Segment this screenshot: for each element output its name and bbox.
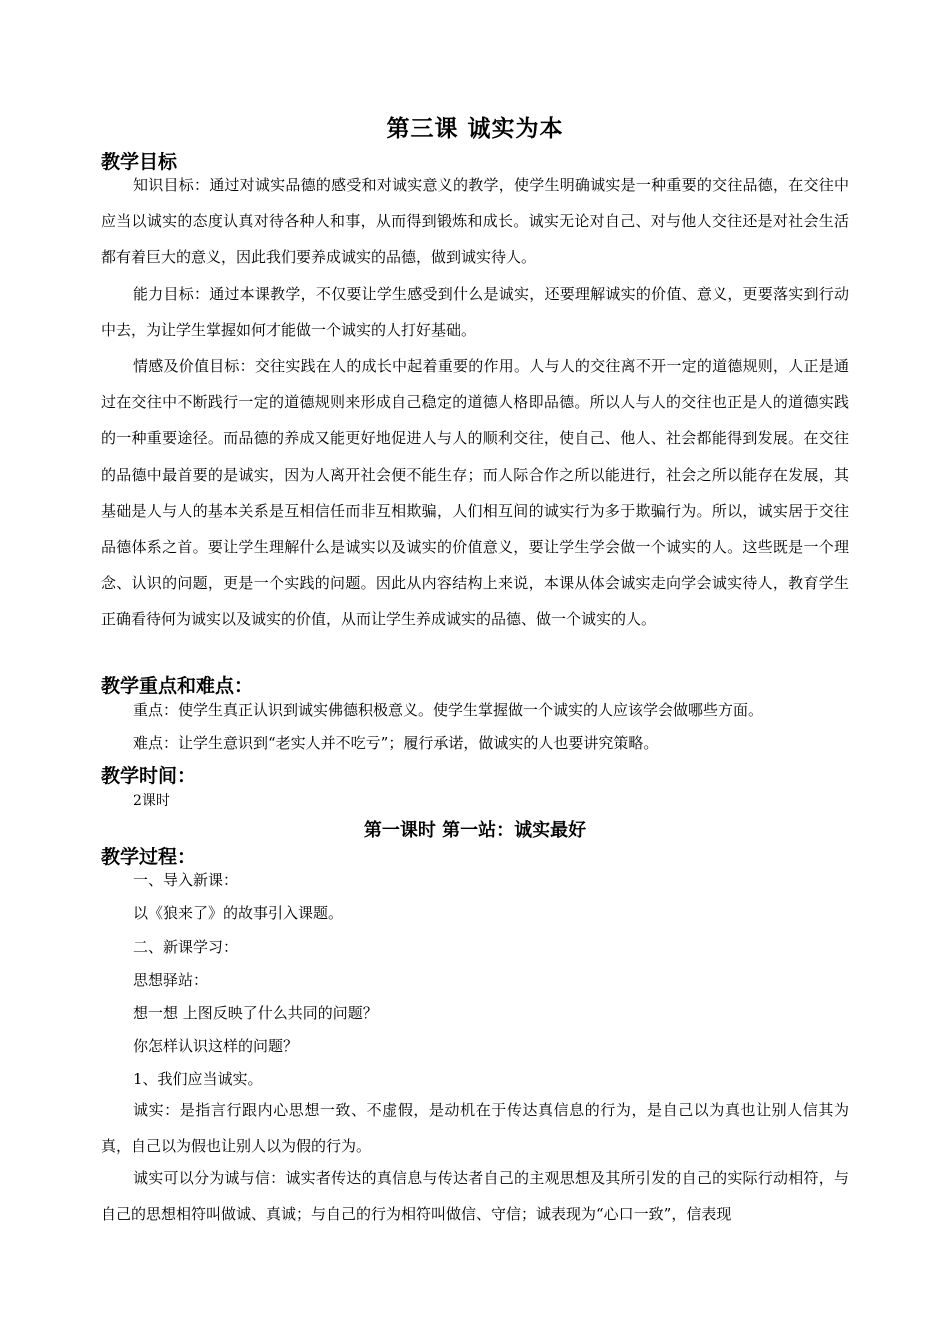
paragraph-honesty-definition: 诚实：是指言行跟内心思想一致、不虚假，是动机在于传达真信息的行为，是自己以为真也让别人信其为真，自己以为假也让别人以为假的行为。 [101,1101,849,1156]
paragraph-emotion-goal: 情感及价值目标：交往实践在人的成长中起着重要的作用。人与人的交往离不开一定的道德规则，人正是通过在交往中不断践行一定的道德规则来形成自己稳定的道德人格即品德。所以人与人的交往也正是人的道德实践的一种重要途径。而品德的养成又能更好地促进人与人的顺利交往，使自己、他人、社会都能得到发展。在交往的品德中最首要的是诚实，因为人离开社会便不能生存；而人际合作之所以能进行，社会之所以能存在发展，其基础是人与人的基本关系是互相信任而非互相欺骗，人们相互间的诚实行为多于欺骗行为。所以，诚实居于交往品德体系之首。要让学生理解什么是诚实以及诚实的价值意义，要让学生学会做一个诚实的人。这些既是一个理念、认识的问题，更是一个实践的问题。因此从内容结构上来说，本课从体会诚实走向学会诚实待人，教育学生正确看待何为诚实以及诚实的价值，从而让学生养成诚实的品德、做一个诚实的人。 [101,357,849,629]
how-question: 你怎样认识这样的问题？ [133,1037,299,1055]
heading-key-points: 教学重点和难点： [101,675,254,697]
heading-teaching-goals: 教学目标 [101,151,178,173]
heading-teaching-time: 教学时间： [101,765,197,787]
key-point-text: 重点：使学生真正认识到诚实佛德积极意义。使学生掌握做一个诚实的人应该学会做哪些方面。 [133,701,764,719]
teaching-time-value: 2课时 [133,793,170,809]
lesson-subtitle: 第一课时 第一站：诚实最好 [363,820,587,841]
step-introduction-text: 以《狼来了》的故事引入课题。 [133,904,344,922]
step-introduction: 一、导入新课： [133,871,239,889]
difficult-point-text: 难点：让学生意识到“老实人并不吃亏”；履行承诺，做诚实的人也要讲究策略。 [133,734,659,752]
think-question: 想一想 上图反映了什么共同的问题？ [133,1004,378,1022]
heading-teaching-process: 教学过程： [101,846,197,868]
point-be-honest: 1、我们应当诚实。 [133,1070,263,1088]
step-new-lesson: 二、新课学习： [133,938,239,956]
thought-station: 思想驿站： [133,971,209,989]
paragraph-knowledge-goal: 知识目标：通过对诚实品德的感受和对诚实意义的教学，使学生明确诚实是一种重要的交往品德，在交往中应当以诚实的态度认真对待各种人和事，从而得到锻炼和成长。诚实无论对自己、对与他人交往还是对社会生活都有着巨大的意义，因此我们要养成诚实的品德，做到诚实待人。 [101,176,849,267]
paragraph-ability-goal: 能力目标：通过本课教学，不仅要让学生感受到什么是诚实，还要理解诚实的价值、意义，更要落实到行动中去，为让学生掌握如何才能做一个诚实的人打好基础。 [101,285,849,340]
document-title: 第三课 诚实为本 [386,116,564,142]
paragraph-honesty-split: 诚实可以分为诚与信：诚实者传达的真信息与传达者自己的主观思想及其所引发的自己的实际行动相符，与自己的思想相符叫做诚、真诚；与自己的行为相符叫做信、守信；诚表现为“心口一致”，信表现 [101,1169,849,1224]
